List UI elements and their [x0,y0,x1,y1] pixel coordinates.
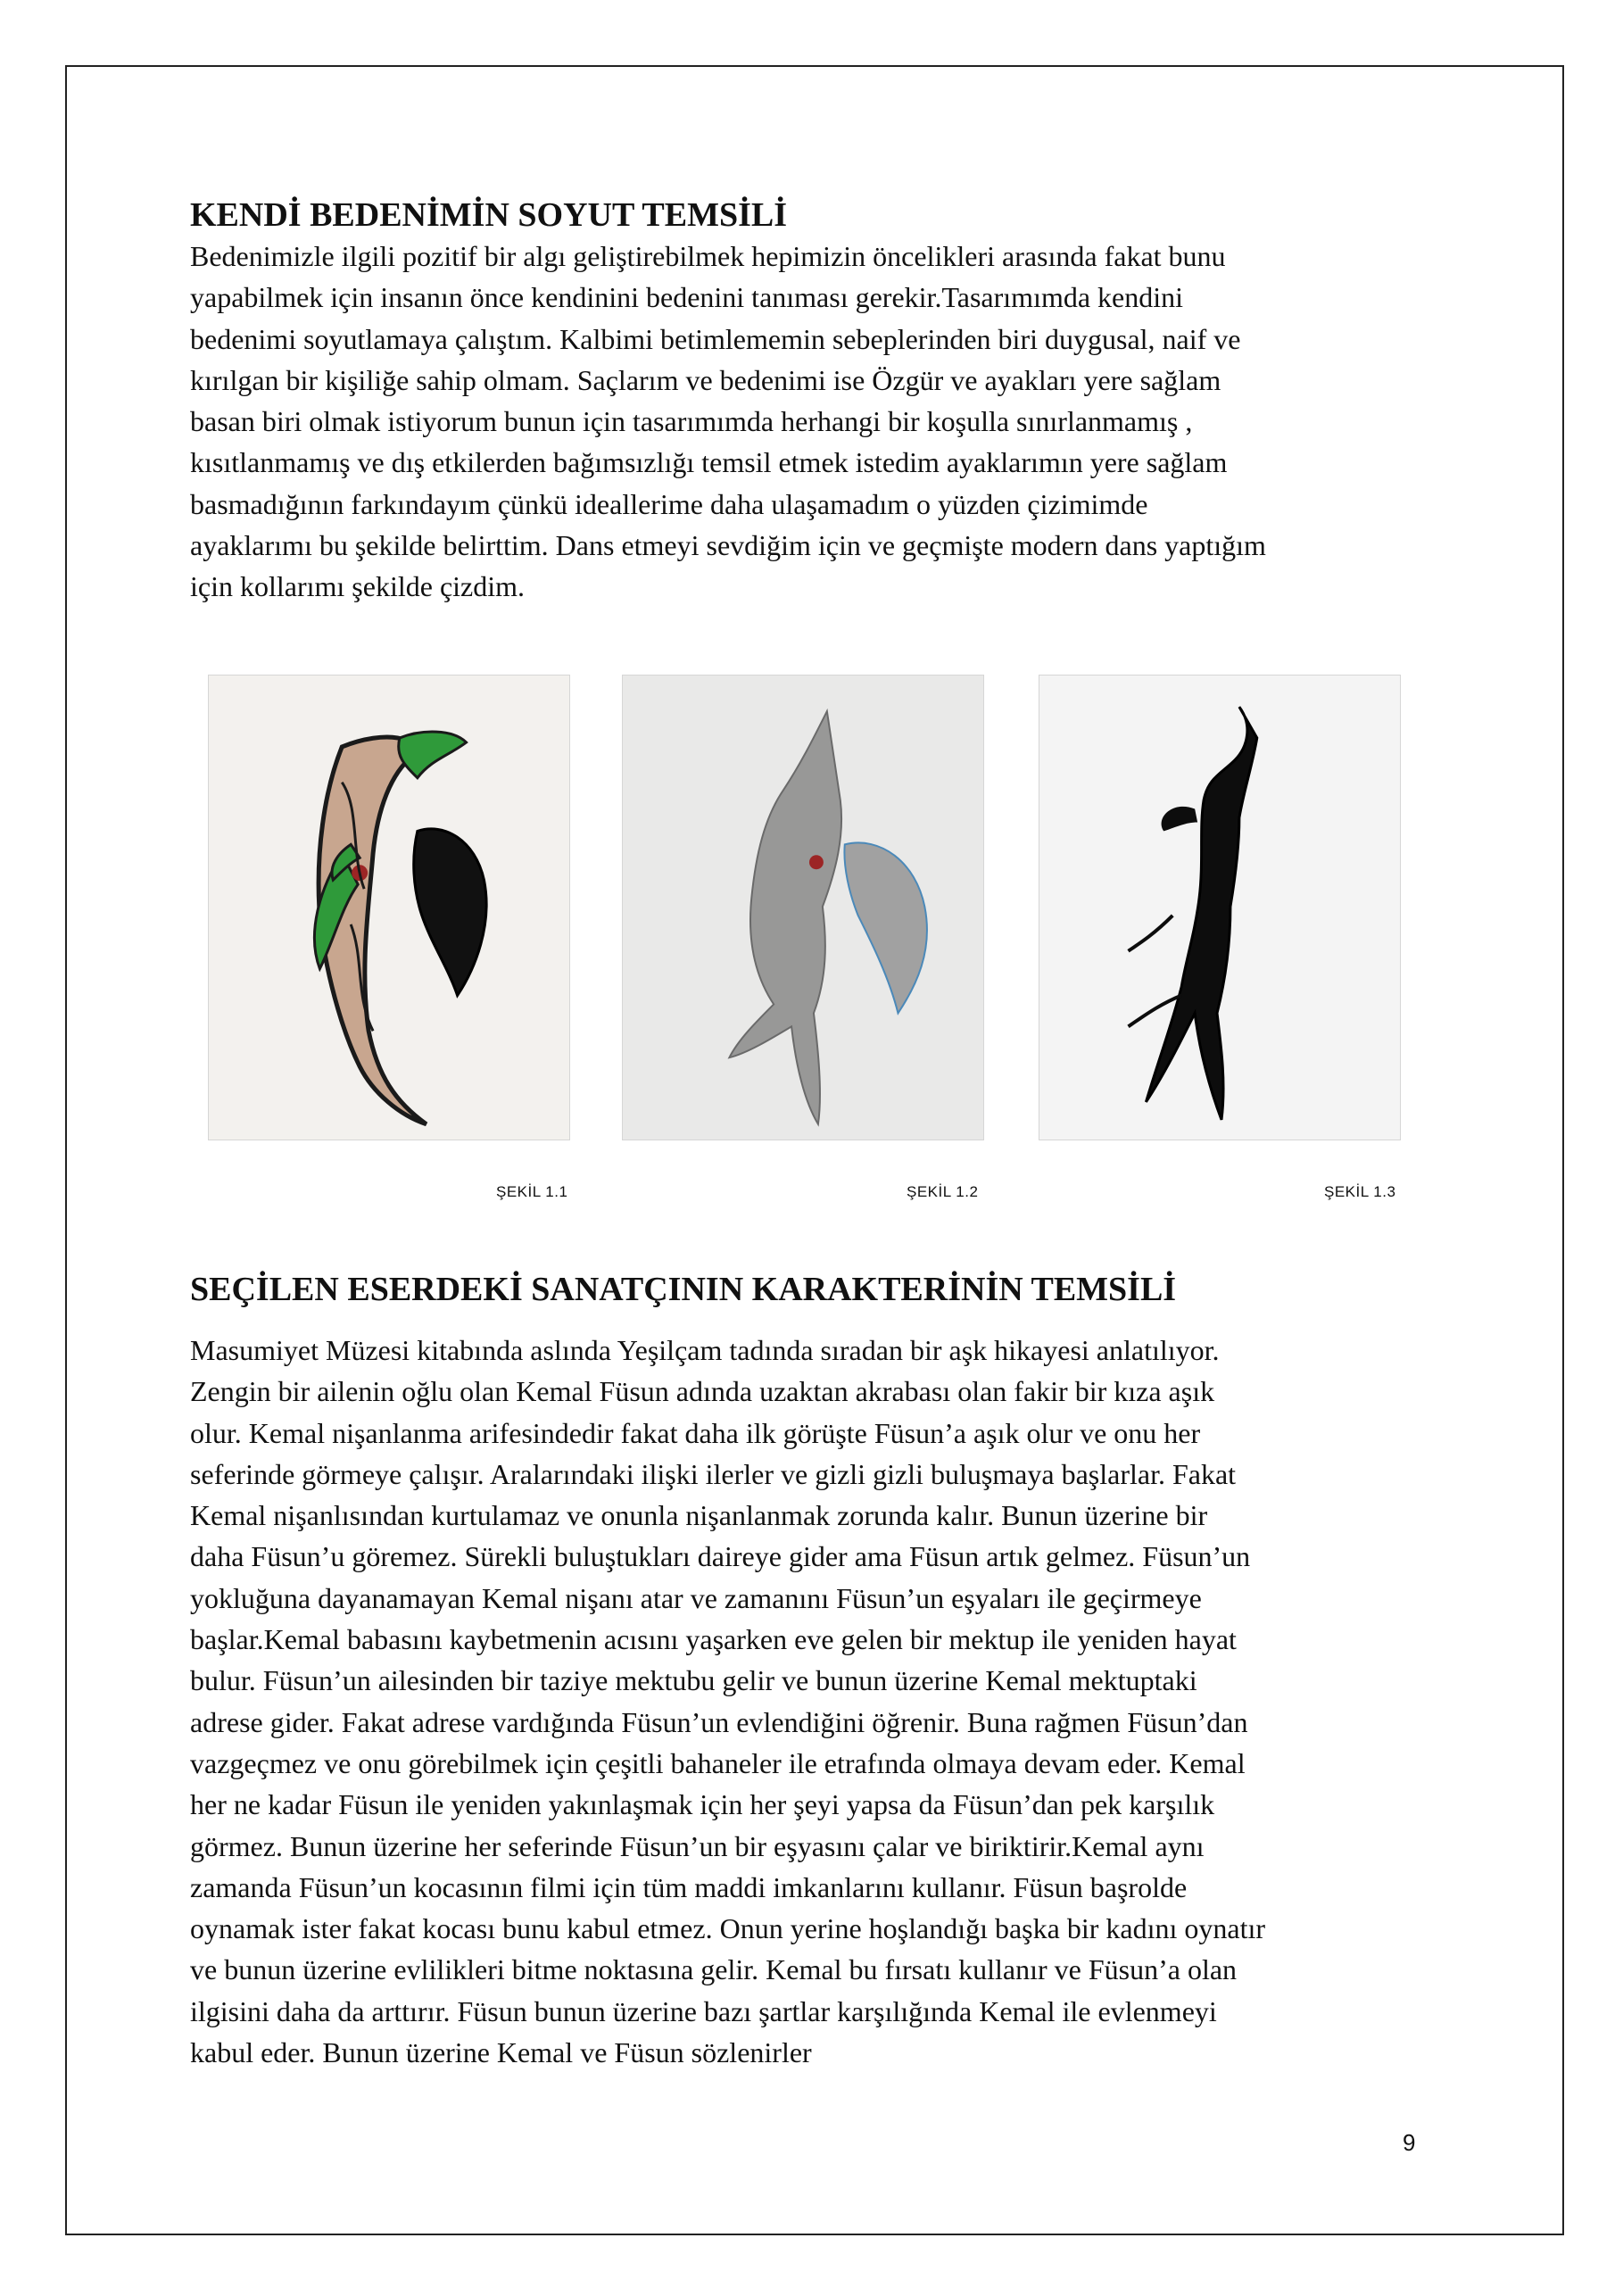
figure-1-2-image [622,675,984,1140]
text-line: Bedenimizle ilgili pozitif bir algı geliştirebilmek hepimizin öncelikleri arasında fakat bunu [190,240,1226,272]
text-line: bulur. Füsun’un ailesinden bir taziye mektubu gelir ve bunun üzerine Kemal mektuptaki [190,1664,1197,1697]
text-line: adrese gider. Fakat adrese vardığında Füsun’un evlendiğini öğrenir. Buna rağmen Füsun’dan [190,1705,1248,1738]
text-line: başlar.Kemal babasını kaybetmenin acısını yaşarken eve gelen bir mektup ile yeniden hayat [190,1623,1237,1656]
figure-1-2-caption: ŞEKİL 1.2 [907,1183,979,1200]
text-line: ayaklarımı bu şekilde belirttim. Dans etmeyi sevdiğim için ve geçmişte modern dans yaptığım [190,529,1266,562]
text-line: olur. Kemal nişanlanma arifesindedir fakat daha ilk görüşte Füsun’a aşık olur ve onu her [190,1416,1201,1449]
figure-1-3-image [1039,675,1401,1140]
ink-abstract-figure-drawing-icon [1039,676,1400,1140]
text-line: ve bunun üzerine evlilikleri bitme noktasına gelir. Kemal bu fırsatı kullanır ve Füsun’a olan [190,1953,1238,1986]
text-line: yokluğuna dayanamayan Kemal nişanı atar ve zamanını Füsun’un eşyaları ile geçirmeye [190,1581,1202,1614]
text-line: vazgeçmez ve onu görebilmek için çeşitli bahaneler ile etrafında olmaya devam eder. Kemal [190,1746,1246,1779]
section-self-body [190,195,1435,608]
section-body [190,236,1435,608]
text-line: her ne kadar Füsun ile yeniden yakınlaşmak için her şeyi yapsa da Füsun’dan pek karşılık [190,1788,1215,1821]
text-line: oynamak ister fakat kocası bunu kabul etmez. Onun yerine hoşlandığı başka bir kadını oynatır [190,1912,1265,1945]
section-title: SEÇİLEN ESERDEKİ SANATÇININ KARAKTERİNİN TEMSİLİ [190,1271,1177,1308]
figure-1-1-caption: ŞEKİL 1.1 [496,1183,568,1200]
text-line: zamanda Füsun’un kocasının filmi için tüm maddi imkanlarını kullanır. Füsun başrolde [190,1870,1188,1903]
text-line: Zengin bir ailenin oğlu olan Kemal Füsun adında uzaktan akrabası olan fakir bir kıza aşık [190,1375,1215,1408]
figure-1-1-image [208,675,570,1140]
text-line: basmadığının farkındayım çünkü ideallerime daha ulaşamadım o yüzden çizimimde [190,487,1148,520]
section-title: KENDİ BEDENİMİN SOYUT TEMSİLİ [190,196,788,234]
text-line: seferinde görmeye çalışır. Aralarındaki ilişki ilerler ve gizli gizli buluşmaya başlarlar. Fakat [190,1457,1237,1490]
text-line: kırılgan bir kişiliğe sahip olmam. Saçlarım ve bedenimi ise Özgür ve ayakları yere sağlam [190,363,1221,396]
text-line: kısıtlanmamış ve dış etkilerden bağımsızlığı temsil etmek istedim ayaklarımın yere sağlam [190,446,1228,479]
text-line: görmez. Bunun üzerine her seferinde Füsun’un bir eşyasını çalar ve biriktirir.Kemal aynı [190,1829,1205,1862]
page-number: 9 [1403,2129,1416,2156]
text-line: için kollarımı şekilde çizdim. [190,570,526,603]
text-line: yapabilmek için insanın önce kendinini bedenini tanıması gerekir.Tasarımımda kendini [190,281,1184,314]
text-line: Masumiyet Müzesi kitabında aslında Yeşilçam tadında sıradan bir aşk hikayesi anlatılıyor. [190,1334,1220,1366]
pencil-abstract-figure-drawing-icon [623,676,983,1140]
text-line: kabul eder. Bunun üzerine Kemal ve Füsun sözlenirler [190,2036,812,2069]
section-character [190,1269,1435,2073]
text-line: basan biri olmak istiyorum bunun için tasarımımda herhangi bir koşulla sınırlanmamış , [190,405,1193,438]
text-line: bedenimi soyutlamaya çalıştım. Kalbimi betimlememin sebeplerinden biri duygusal, naif ve [190,322,1241,355]
text-line: Kemal nişanlısından kurtulamaz ve onunla nişanlanmak zorunda kalır. Bunun üzerine bir [190,1499,1208,1532]
colored-abstract-figure-drawing-icon [209,676,569,1140]
section-body [190,1330,1435,2073]
text-line: daha Füsun’u göremez. Sürekli buluştukları daireye gider ama Füsun artık gelmez. Füsun’un [190,1540,1251,1573]
text-line: ilgisini daha da arttırır. Füsun bunun üzerine bazı şartlar karşılığında Kemal ile evlenmeyi [190,1994,1217,2027]
figure-1-3-caption: ŞEKİL 1.3 [1324,1183,1396,1200]
